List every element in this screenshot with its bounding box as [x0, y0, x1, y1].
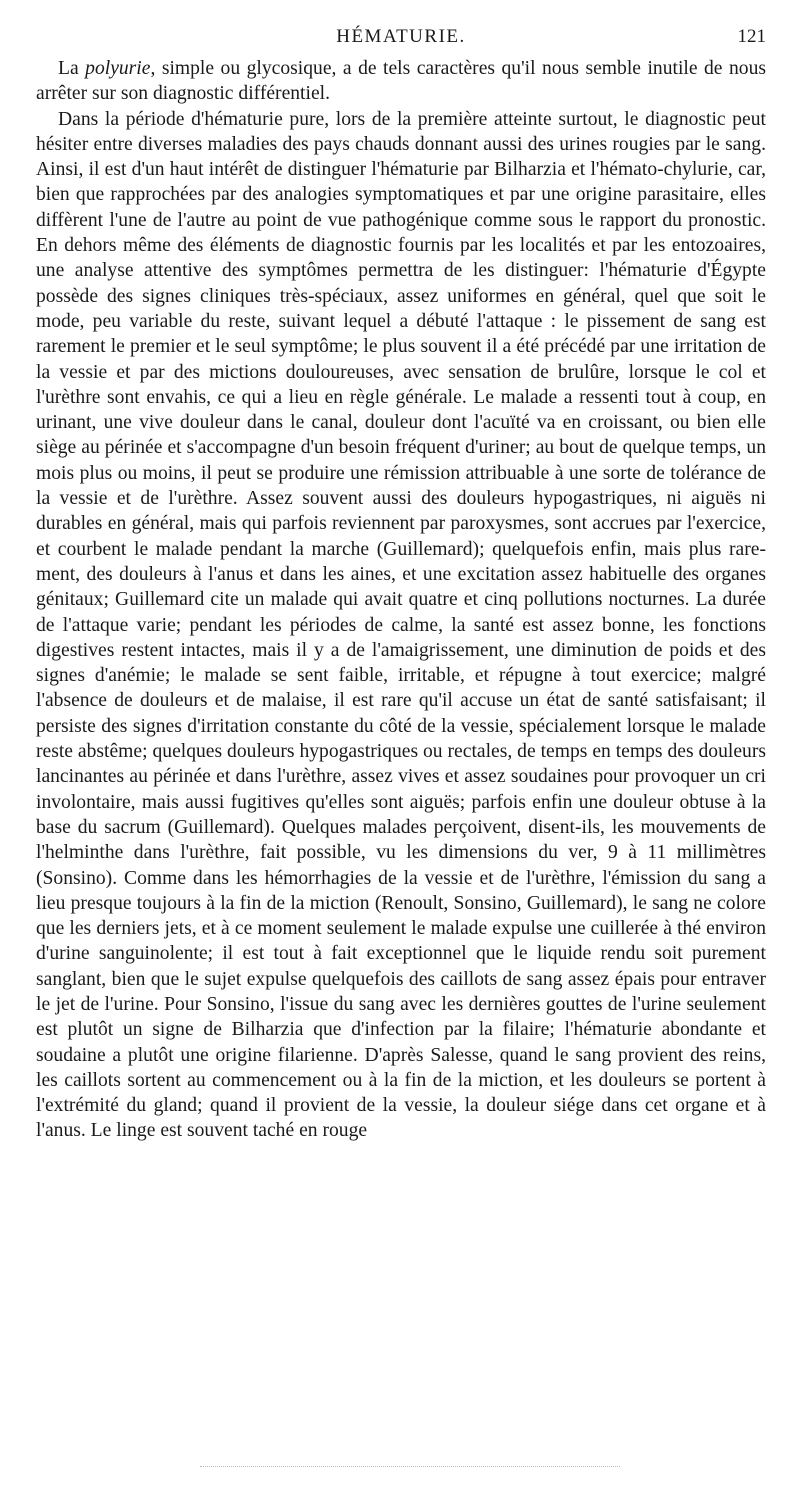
paragraph-1-lead: La — [58, 58, 86, 79]
running-title: HÉMATURIE. — [336, 26, 466, 47]
running-header — [36, 26, 766, 56]
emphasis-polyurie: polyurie — [85, 58, 151, 79]
paragraph-hematurie: Dans la période d'hématurie pure, lors de la première atteinte surtout, le diagnostic peut hésiter entre diverses maladies des pays chauds donnant aussi des urines rougies par le sang. Ainsi, il est d'un haut intérêt de distinguer l'hématurie par Bilharzia et l'hémato-chylurie, car, bien que rapprochées par des analogies symptomatiques et par une origine parasitaire, elles diffèrent l'une de l'autre au point de vue pathogénique comme sous le rapport du pronostic. En dehors même des éléments de diagnostic fournis par les localités et par les entozoaires, une analyse attentive des symptômes permettra de les distinguer: l'hématurie d'Égypte possède des signes cliniques très-spéciaux, assez uniformes en général, quel que soit le mode, peu variable du reste, suivant lequel a débuté l'attaque : le pissement de sang est rarement le premier et le seul symptôme; le plus souvent il a été précédé par une irritation de la vessie et par des mictions douloureuses, avec sensation de brulûre, lorsque le col et l'urèthre sont envahis, ce qui a lieu en règle générale. Le malade a ressenti tout à coup, en urinant, une vive douleur dans le canal, douleur dont l'acuïté va en croissant, ou bien elle siège au périnée et s'accompagne d'un besoin fréquent d'uriner; au bout de quelque temps, un mois plus ou moins, il peut se produire une rémission attribuable à une sorte de tolérance de la vessie et de l'urèthre. Assez souvent aussi des douleurs hypogastriques, ni aiguës ni durables en général, mais qui parfois reviennent par paroxysmes, sont accrues par l'exercice, et courbent le malade pendant la marche (Guillemard); quelquefois enfin, mais plus rarement, des douleurs à l'anus et dans les aines, et une excitation assez habituelle des organes génitaux; Guillemard cite un malade qui avait quatre et cinq pollutions nocturnes. La durée de l'attaque varie; pendant les périodes de calme, la santé est assez bonne, les fonctions digestives restent intactes, mais il y a de l'amaigrissement, une diminution de poids et des signes d'anémie; le malade se sent faible, irritable, et répugne à tout exercice; malgré l'absence de douleurs et de malaise, il est rare qu'il accuse un état de santé satisfaisant; il persiste des signes d'irritation constante du côté de la vessie, spécialement lorsque le malade reste abstême; quelques douleurs hypogastriques ou rectales, de temps en temps des douleurs lancinantes au périnée et dans l'urèthre, assez vives et assez soudaines pour provoquer un cri involontaire, mais aussi fugitives qu'elles sont aiguës; parfois enfin une douleur obtuse à la base du sacrum (Guillemard). Quelques malades perçoivent, disent-ils, les mouvements de l'helminthe dans l'urèthre, fait possible, vu les dimensions du ver, 9 à 11 millimètres (Sonsino). Comme dans les hémorrhagies de la vessie et de l'urèthre, l'émission du sang a lieu presque toujours à la fin de la miction (Renoult, Sonsino, Guillemard), le sang ne colore que les derniers jets, et à ce moment seulement le malade expulse une cuillerée à thé environ d'urine sanguinolente; il est tout à fait exceptionnel que le liquide rendu soit purement sanglant, bien que le sujet expulse quelquefois des caillots de sang assez épais pour entraver le jet de l'urine. Pour Sonsino, l'issue du sang avec les dernières gouttes de l'urine seulement est plutôt un signe de Bilharzia que d'infection par la filaire; l'hématurie abondante et soudaine a plutôt une origine filarienne. D'après Salesse, quand le sang provient des reins, les caillots sortent au commencement ou à la fin de la miction, et les douleurs se portent à l'extrémité du gland; quand il provient de la vessie, la douleur siége dans cet organe et à l'anus. Le linge est souvent taché en rouge — [36, 108, 766, 1142]
page-number: 121 — [737, 26, 766, 47]
paragraph-1-rest: , simple ou glycosique, a de tels caractères qu'il nous semble inutile de nous arrêter sur son diagnostic différentiel. — [36, 58, 766, 105]
paragraph-polyurie — [36, 56, 766, 107]
body-text — [36, 56, 766, 1144]
footer-scan-marks — [200, 1466, 620, 1469]
document-page — [36, 26, 766, 1144]
